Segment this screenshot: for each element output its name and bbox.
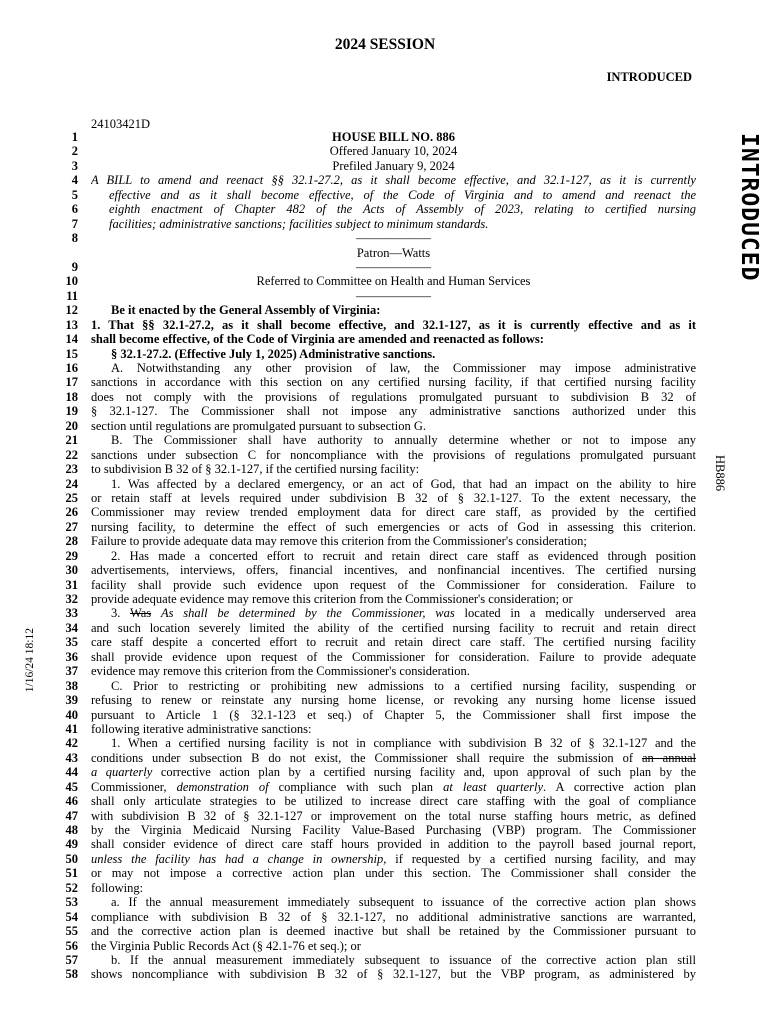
- line-text: [91, 549, 696, 563]
- bill-line: [56, 736, 696, 750]
- line-number: 9: [71, 259, 78, 274]
- text-segment: shows noncompliance with subdivision B 32 of § 32.1-127, but the VBP program, as administered by: [91, 967, 696, 982]
- text-segment: Commissioner,: [91, 779, 177, 794]
- text-segment: eighth enactment of Chapter 482 of the Acts of Assembly of 2023, relating to certified nursing: [109, 202, 696, 217]
- line-text: [91, 491, 696, 505]
- line-number: 55: [65, 924, 78, 939]
- bill-line: [56, 693, 696, 707]
- line-number: 25: [65, 490, 78, 505]
- text-segment: Be it enacted by the General Assembly of Virginia:: [111, 303, 381, 318]
- text-segment: the Virginia Public Records Act (§ 42.1-76 et seq.); or: [91, 938, 361, 953]
- bill-line: [56, 404, 696, 418]
- session-heading: 2024 SESSION: [334, 36, 436, 53]
- bill-line: [56, 751, 696, 765]
- line-text: [91, 881, 696, 895]
- text-segment: Patron––Watts: [356, 245, 431, 260]
- line-number: 10: [65, 274, 78, 289]
- bill-line: [56, 910, 696, 924]
- line-text: [91, 260, 696, 274]
- line-number: 27: [65, 519, 78, 534]
- line-number: 3: [71, 158, 78, 173]
- bill-line: [56, 144, 696, 158]
- line-text: [91, 332, 696, 346]
- bill-line: [56, 924, 696, 938]
- text-segment: 3.: [111, 606, 130, 621]
- line-text: [91, 505, 696, 519]
- line-text: [91, 823, 696, 837]
- text-segment: § 32.1-127. The Commissioner shall not impose any administrative sanctions authorized under this: [91, 404, 696, 419]
- text-segment: ——————: [356, 231, 431, 246]
- line-number: 50: [65, 851, 78, 866]
- text-segment: corrective action plan by a certified nursing facility and, upon approval of such plan by the: [152, 765, 696, 780]
- line-number: 6: [71, 202, 78, 217]
- bill-line: [56, 462, 696, 476]
- text-segment: if requested by a certified nursing facility, and may: [386, 851, 696, 866]
- line-number: 19: [65, 404, 78, 419]
- bill-line: [56, 419, 696, 433]
- bill-line: [56, 837, 696, 851]
- line-number: 14: [65, 332, 78, 347]
- bill-line: [56, 347, 696, 361]
- bill-line: [56, 448, 696, 462]
- bill-line: [56, 621, 696, 635]
- line-text: [91, 462, 696, 476]
- struck-text: an annual: [641, 750, 696, 765]
- bill-line: [56, 967, 696, 981]
- status-heading: INTRODUCED: [606, 70, 692, 84]
- bill-line: [56, 130, 696, 144]
- text-segment: to subdivision B 32 of § 32.1-127, if the certified nursing facility:: [91, 462, 420, 477]
- line-number: 17: [65, 375, 78, 390]
- inserted-text: As shall be determined by the Commissioner, was: [160, 606, 455, 621]
- text-segment: § 32.1-27.2. (Effective July 1, 2025) Administrative sanctions.: [111, 346, 436, 361]
- text-segment: following:: [91, 880, 144, 895]
- bill-line: [56, 635, 696, 649]
- line-number: 29: [65, 548, 78, 563]
- line-text: [91, 477, 696, 491]
- text-segment: Failure to provide adequate data may remove this criterion from the Commissioner's consideration;: [91, 534, 587, 549]
- line-number: 46: [65, 794, 78, 809]
- text-segment: shall provide evidence upon request of the Commissioner for consideration. Failure to provide adequate: [91, 649, 696, 664]
- line-text: [91, 910, 696, 924]
- text-segment: compliance with subdivision B 32 of § 32.1-127, no additional administrative sanctions are warranted,: [91, 909, 696, 924]
- text-segment: A BILL to amend and reenact §§ 32.1-27.2, as it shall become effective, and 32.1-127, as it is currently: [91, 173, 696, 188]
- line-number: 13: [65, 317, 78, 332]
- text-segment: or retain staff at levels required under subdivision B 32 of § 32.1-127. To the extent necessary, the: [91, 490, 696, 505]
- line-number: 2: [71, 144, 78, 159]
- line-text: [91, 751, 696, 765]
- line-number: 47: [65, 808, 78, 823]
- text-segment: or may not impose a corrective action plan under this section. The Commissioner shall consider the: [91, 866, 696, 881]
- line-text: [91, 188, 696, 202]
- text-segment: and the corrective action plan is deemed inactive but shall be retained by the Commissioner pursuant to: [91, 924, 696, 939]
- text-segment: evidence may remove this criterion from the Commissioner's consideration.: [91, 664, 470, 679]
- line-text: [91, 347, 696, 361]
- text-segment: shall become effective, of the Code of Virginia are amended and reenacted as follows:: [91, 332, 544, 347]
- line-text: [91, 173, 696, 187]
- line-number: 12: [65, 303, 78, 318]
- line-text: [91, 361, 696, 375]
- bill-line: [56, 823, 696, 837]
- line-number: 26: [65, 505, 78, 520]
- line-number: 22: [65, 447, 78, 462]
- text-segment: . A corrective action plan: [543, 779, 696, 794]
- line-number: 56: [65, 938, 78, 953]
- text-segment: pursuant to Article 1 (§ 32.1-123 et seq.) of Chapter 5, the Commissioner shall first impose the: [91, 707, 696, 722]
- text-segment: 2. Has made a concerted effort to recruit and retain direct care staff as evidenced through position: [111, 548, 696, 563]
- line-text: [91, 621, 696, 635]
- line-text: [91, 664, 696, 678]
- text-segment: facilities; administrative sanctions; facilities subject to minimum standards.: [109, 216, 489, 231]
- bill-line: [56, 477, 696, 491]
- bill-line: [56, 578, 696, 592]
- line-number: 38: [65, 678, 78, 693]
- line-number: 44: [65, 765, 78, 780]
- bill-line: [56, 939, 696, 953]
- line-number: 18: [65, 389, 78, 404]
- bill-line: [56, 650, 696, 664]
- text-segment: b. If the annual measurement immediately subsequent to issuance of the corrective action plan still: [111, 952, 696, 967]
- line-text: [91, 274, 696, 288]
- bill-line: [56, 375, 696, 389]
- bill-line: [56, 361, 696, 375]
- bill-line: [56, 722, 696, 736]
- line-number: 53: [65, 895, 78, 910]
- line-text: [91, 578, 696, 592]
- text-segment: section until regulations are promulgated pursuant to subsection G.: [91, 418, 426, 433]
- bill-line: [56, 202, 696, 216]
- text-segment: HOUSE BILL NO. 886: [332, 130, 455, 144]
- text-segment: advertisements, interviews, offers, financial incentives, and nonfinancial incentives. The certified nursing: [91, 563, 696, 578]
- line-text: [91, 924, 696, 938]
- line-text: [91, 303, 696, 317]
- line-text: [91, 736, 696, 750]
- line-text: [91, 708, 696, 722]
- inserted-text: a quarterly: [91, 765, 153, 780]
- line-text: [91, 650, 696, 664]
- line-text: [91, 606, 696, 620]
- bill-line: [56, 217, 696, 231]
- line-text: [91, 635, 696, 649]
- text-segment: shall only articulate strategies to be utilized to increase direct care staffing with the goal of compliance: [91, 794, 696, 809]
- text-segment: [151, 606, 161, 620]
- line-text: [91, 433, 696, 447]
- line-number: 1: [71, 130, 78, 144]
- text-segment: provide adequate evidence may remove this criterion from the Commissioner's consideration; or: [91, 592, 573, 606]
- line-text: [91, 765, 696, 779]
- line-number: 15: [65, 346, 78, 361]
- line-text: [91, 419, 696, 433]
- text-segment: effective and as it shall become effective, of the Code of Virginia and to amend and reenact the: [109, 187, 696, 202]
- line-text: [91, 534, 696, 548]
- line-number: 16: [65, 361, 78, 375]
- line-text: [91, 693, 696, 707]
- line-text: [91, 318, 696, 332]
- text-segment: Commissioner may review trended employment data for direct care staff, as provided by the certified: [91, 505, 696, 520]
- text-segment: C. Prior to restricting or prohibiting new admissions to a certified nursing facility, suspending or: [111, 678, 696, 693]
- line-number: 49: [65, 837, 78, 852]
- bill-line: [56, 173, 696, 187]
- bill-line: [56, 534, 696, 548]
- line-text: [91, 130, 696, 144]
- bill-line: [56, 289, 696, 303]
- line-text: [91, 852, 696, 866]
- line-number: 37: [65, 664, 78, 679]
- bill-line: [56, 679, 696, 693]
- line-number: 52: [65, 880, 78, 895]
- line-text: [91, 404, 696, 418]
- text-segment: sanctions in accordance with this section on any certified nursing facility, if that certified nursing facility: [91, 375, 696, 390]
- inserted-text: at least quarterly: [443, 779, 544, 794]
- line-number: 24: [65, 476, 78, 491]
- bill-line: [56, 303, 696, 317]
- line-number: 7: [71, 216, 78, 231]
- line-number: 45: [65, 779, 78, 794]
- line-text: [91, 202, 696, 216]
- line-text: [91, 780, 696, 794]
- line-number: 20: [65, 418, 78, 433]
- bill-line: [56, 274, 696, 288]
- text-segment: Prefiled January 9, 2024: [332, 158, 455, 173]
- text-segment: a. If the annual measurement immediately subsequent to issuance of the corrective action plan shows: [111, 895, 696, 910]
- bill-line: [56, 332, 696, 346]
- bill-line: [56, 953, 696, 967]
- text-segment: nursing facility, to determine the effect of such emergencies or acts of God in assessing this criterion.: [91, 519, 696, 534]
- text-segment: compliance with such plan: [268, 779, 444, 794]
- line-number: 8: [71, 231, 78, 246]
- line-number: 11: [66, 288, 78, 303]
- bill-line: [56, 246, 696, 260]
- line-text: [91, 967, 696, 981]
- text-segment: B. The Commissioner shall have authority to annually determine whether or not to impose any: [111, 433, 696, 448]
- line-number: 57: [65, 952, 78, 967]
- line-number: 54: [65, 909, 78, 924]
- text-segment: Offered January 10, 2024: [329, 144, 458, 159]
- line-number: 5: [71, 187, 78, 202]
- text-segment: refusing to renew or reinstate any nursing home license, or revoking any nursing home license issued: [91, 693, 696, 708]
- side-status-stamp: INTRODUCED: [736, 133, 762, 282]
- struck-text: Was: [129, 606, 152, 621]
- line-text: [91, 939, 696, 953]
- line-text: [91, 722, 696, 736]
- text-segment: sanctions under subsection C for noncompliance with the provisions of regulations promulgated pursuant: [91, 447, 696, 462]
- text-segment: ——————: [356, 288, 431, 303]
- line-text: [91, 866, 696, 880]
- line-text: [91, 217, 696, 231]
- text-segment: located in a medically underserved area: [454, 606, 696, 621]
- text-segment: and such location severely limited the ability of the certified nursing facility to recruit and retain direct: [91, 620, 696, 635]
- text-segment: care staff despite a concerted effort to recruit and retain direct care staff. The certified nursing facility: [91, 635, 696, 650]
- bill-line: [56, 505, 696, 519]
- line-number: 31: [65, 577, 78, 592]
- line-text: [91, 794, 696, 808]
- line-number: 21: [65, 433, 78, 448]
- line-number: 23: [65, 462, 78, 477]
- bill-line: [56, 664, 696, 678]
- text-segment: 1. Was affected by a declared emergency, or an act of God, that had an impact on the ability to hire: [111, 476, 696, 491]
- text-segment: 1. That §§ 32.1-27.2, as it shall become effective, and 32.1-127, as it is currently effective and as it: [91, 317, 696, 332]
- text-segment: following iterative administrative sanctions:: [91, 721, 312, 736]
- line-number: 35: [65, 635, 78, 650]
- line-number: 51: [65, 866, 78, 881]
- bill-line: [56, 231, 696, 245]
- line-text: [91, 448, 696, 462]
- bill-line: [56, 520, 696, 534]
- line-text: [91, 375, 696, 389]
- text-segment: facility shall provide such evidence upon request of the Commissioner for consideration. Failure to: [91, 577, 696, 592]
- bill-line: [56, 159, 696, 173]
- line-number: 42: [65, 736, 78, 751]
- line-number: 39: [65, 693, 78, 708]
- bill-line: [56, 765, 696, 779]
- bill-line: [56, 895, 696, 909]
- bill-line: [56, 390, 696, 404]
- bill-line: [56, 260, 696, 274]
- bill-line: [56, 563, 696, 577]
- text-segment: Referred to Committee on Health and Human Services: [256, 274, 531, 289]
- line-text: [91, 231, 696, 245]
- side-datetime: 1/16/24 18:12: [24, 628, 36, 693]
- bill-body: [56, 130, 696, 982]
- text-segment: does not comply with the provisions of regulations promulgated pursuant to subdivision B 32 of: [91, 389, 696, 404]
- side-bill-number: HB886: [713, 455, 727, 492]
- line-number: 30: [65, 563, 78, 578]
- bill-line: [56, 852, 696, 866]
- line-text: [91, 159, 696, 173]
- line-text: [91, 809, 696, 823]
- line-text: [91, 837, 696, 851]
- bill-line: [56, 188, 696, 202]
- line-number: 43: [65, 750, 78, 765]
- bill-line: [56, 606, 696, 620]
- line-number: 28: [65, 534, 78, 549]
- line-number: 41: [65, 721, 78, 736]
- line-text: [91, 895, 696, 909]
- line-number: 33: [65, 606, 78, 621]
- line-text: [91, 144, 696, 158]
- bill-line: [56, 881, 696, 895]
- line-text: [91, 592, 696, 606]
- line-text: [91, 520, 696, 534]
- line-number: 4: [71, 173, 78, 188]
- bill-line: [56, 592, 696, 606]
- line-number: 58: [65, 967, 78, 982]
- text-segment: with subdivision B 32 of § 32.1-127 or improvement on the total nurse staffing hours metric, as defined: [91, 808, 696, 823]
- bill-line: [56, 794, 696, 808]
- bill-line: [56, 318, 696, 332]
- text-segment: by the Virginia Medicaid Nursing Facility Value-Based Purchasing (VBP) program. The Commissioner: [91, 823, 696, 837]
- bill-line: [56, 491, 696, 505]
- inserted-text: unless the facility has had a change in ownership,: [91, 851, 387, 866]
- line-text: [91, 953, 696, 967]
- text-segment: conditions under subsection B do not exist, the Commissioner shall require the submission of: [91, 750, 642, 765]
- text-segment: ——————: [356, 259, 431, 274]
- line-number: 32: [65, 592, 78, 606]
- bill-line: [56, 549, 696, 563]
- bill-line: [56, 708, 696, 722]
- line-text: [91, 390, 696, 404]
- inserted-text: demonstration of: [176, 779, 269, 794]
- text-segment: A. Notwithstanding any other provision of law, the Commissioner may impose administrative: [111, 361, 696, 375]
- line-text: [91, 289, 696, 303]
- text-segment: 1. When a certified nursing facility is not in compliance with subdivision B 32 of § 32.1-127 and the: [111, 736, 696, 751]
- document-id: 24103421D: [91, 117, 151, 131]
- bill-line: [56, 780, 696, 794]
- bill-line: [56, 866, 696, 880]
- line-text: [91, 246, 696, 260]
- line-number: 36: [65, 649, 78, 664]
- line-number: 34: [65, 620, 78, 635]
- line-number: 40: [65, 707, 78, 722]
- line-text: [91, 679, 696, 693]
- text-segment: shall consider evidence of direct care staff hours provided in addition to the payroll based journal report,: [91, 837, 696, 852]
- bill-line: [56, 433, 696, 447]
- line-number: 48: [65, 823, 78, 837]
- line-text: [91, 563, 696, 577]
- bill-line: [56, 809, 696, 823]
